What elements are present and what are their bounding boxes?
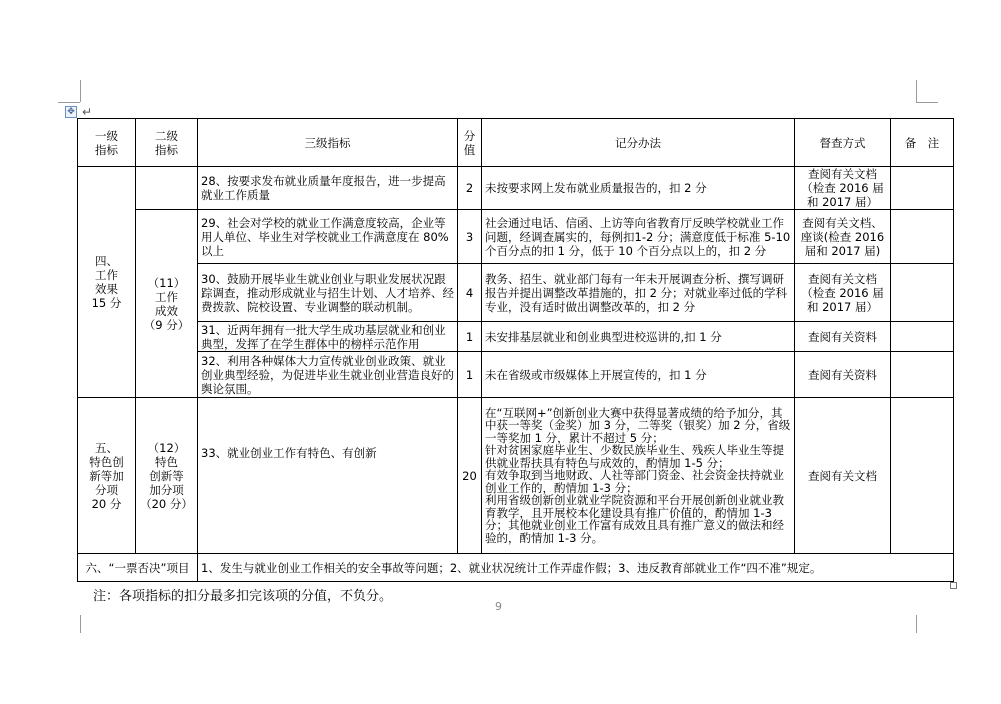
group4-level2: （11） 工作 成效 （9 分）: [136, 210, 198, 398]
row33-method: 在“互联网+”创新创业大赛中获得显著成绩的给予加分，其中获一等奖（金奖）加 3 分，二等奖（银奖）加 2 分，省级一等奖加 1 分，累计不超过 5 分； 针对贫困家庭毕业生、少数民族毕业生、残疾人毕业生等提供就业帮扶具有特色与成效的，酌情加 1-5 分； 有效争取到当地财政、人社等部门资金、社会资金扶持就业创业工作的，酌情加 1-3 分； 利用省级创新创业就业学院资源和平台开展创新创业就业教育教学，且开展校本化建设具有推广价值的，酌情加 1-3 分；其他就业创业工作富有成效且具有推广意义的做法和经验的，酌情加 1-3 分。: [482, 398, 795, 554]
row28-score: 2: [458, 167, 482, 210]
header-level1: 一级 指标: [78, 119, 136, 167]
header-level3: 三级指标: [198, 119, 458, 167]
table-row: [78, 554, 954, 582]
corner-mark-bottom-left: [80, 615, 81, 633]
row30-supervise: 查阅有关文档（检查 2016 届和 2017 届）: [795, 264, 891, 322]
row28-remark: [891, 167, 954, 210]
footnote: 注：各项指标的扣分最多扣完该项的分值，不负分。: [93, 589, 393, 604]
evaluation-table: [77, 118, 954, 582]
row30-score: 4: [458, 264, 482, 322]
row28-item: 28、按要求发布就业质量年度报告，进一步提高就业工作质量: [198, 167, 458, 210]
empty-cell: [136, 167, 198, 210]
row30-remark: [891, 264, 954, 322]
row32-remark: [891, 352, 954, 398]
page-number: 9: [495, 600, 502, 613]
header-supervise: 督查方式: [795, 119, 891, 167]
row31-remark: [891, 322, 954, 352]
row32-method: 未在省级或市级媒体上开展宣传的，扣 1 分: [482, 352, 795, 398]
row32-supervise: 查阅有关资料: [795, 352, 891, 398]
row29-remark: [891, 210, 954, 264]
table-header-row: [78, 119, 954, 167]
header-remark: 备 注: [891, 119, 954, 167]
row29-method: 社会通过电话、信函、上访等向省教育厅反映学校就业工作问题，经调查属实的，每例扣1-2 分；满意度低于标准 5-10 个百分点的扣 1 分，低于 10 个百分点以上的，扣 2 分: [482, 210, 795, 264]
row33-item: 33、就业创业工作有特色、有创新: [198, 398, 458, 554]
row33-supervise: 查阅有关文档: [795, 398, 891, 554]
row31-supervise: 查阅有关资料: [795, 322, 891, 352]
row28-supervise: 查阅有关文档（检查 2016 届和 2017 届）: [795, 167, 891, 210]
corner-mark-top-left-h: [58, 102, 80, 103]
group6-content: 1、发生与就业创业工作相关的安全事故等问题；2、就业状况统计工作弄虚作假；3、违反教育部就业工作“四不准”规定。: [198, 554, 954, 582]
header-score: 分 值: [458, 119, 482, 167]
group5-level1: 五、 特色创 新等加 分项 20 分: [78, 398, 136, 554]
row33-score: 20: [458, 398, 482, 554]
corner-mark-bottom-right: [916, 615, 917, 633]
header-level2: 二级 指标: [136, 119, 198, 167]
table-row: [78, 264, 954, 322]
row31-score: 1: [458, 322, 482, 352]
table-row: [78, 210, 954, 264]
row31-method: 未安排基层就业和创业典型进校巡讲的,扣 1 分: [482, 322, 795, 352]
header-method: 记分办法: [482, 119, 795, 167]
corner-mark-top-right-h: [916, 102, 938, 103]
row30-method: 教务、招生、就业部门每有一年未开展调查分析、撰写调研报告并提出调整改革措施的，扣 2 分；对就业率过低的学科专业，没有适时做出调整改革的，扣 2 分: [482, 264, 795, 322]
row29-score: 3: [458, 210, 482, 264]
row32-score: 1: [458, 352, 482, 398]
corner-mark-top-right: [916, 80, 917, 102]
row29-supervise: 查阅有关文档、座谈(检查 2016 届和 2017 届): [795, 210, 891, 264]
table-row: [78, 322, 954, 352]
corner-mark-top-left: [80, 80, 81, 102]
row29-item: 29、社会对学校的就业工作满意度较高，企业等用人单位、毕业生对学校就业工作满意度在 80%以上: [198, 210, 458, 264]
table-move-handle-icon[interactable]: ✥: [65, 106, 77, 118]
group4-level1: 四、 工作 效果 15 分: [78, 167, 136, 398]
row28-method: 未按要求网上发布就业质量报告的，扣 2 分: [482, 167, 795, 210]
table-row: [78, 167, 954, 210]
row32-item: 32、利用各种媒体大力宣传就业创业政策、就业创业典型经验，为促进毕业生就业创业营造良好的舆论氛围。: [198, 352, 458, 398]
row31-item: 31、近两年拥有一批大学生成功基层就业和创业典型，发挥了在学生群体中的榜样示范作用: [198, 322, 458, 352]
paragraph-mark-icon: ↵: [82, 105, 93, 119]
table-row: [78, 398, 954, 554]
table-resize-handle[interactable]: [950, 582, 957, 589]
row30-item: 30、鼓励开展毕业生就业创业与职业发展状况跟踪调查，推动形成就业与招生计划、人才培养、经费拨款、院校设置、专业调整的联动机制。: [198, 264, 458, 322]
group5-level2: （12） 特色 创新等 加分项 （20 分）: [136, 398, 198, 554]
group6-level1: 六、“一票否决”项目: [78, 554, 198, 582]
table-row: [78, 352, 954, 398]
row33-remark: [891, 398, 954, 554]
